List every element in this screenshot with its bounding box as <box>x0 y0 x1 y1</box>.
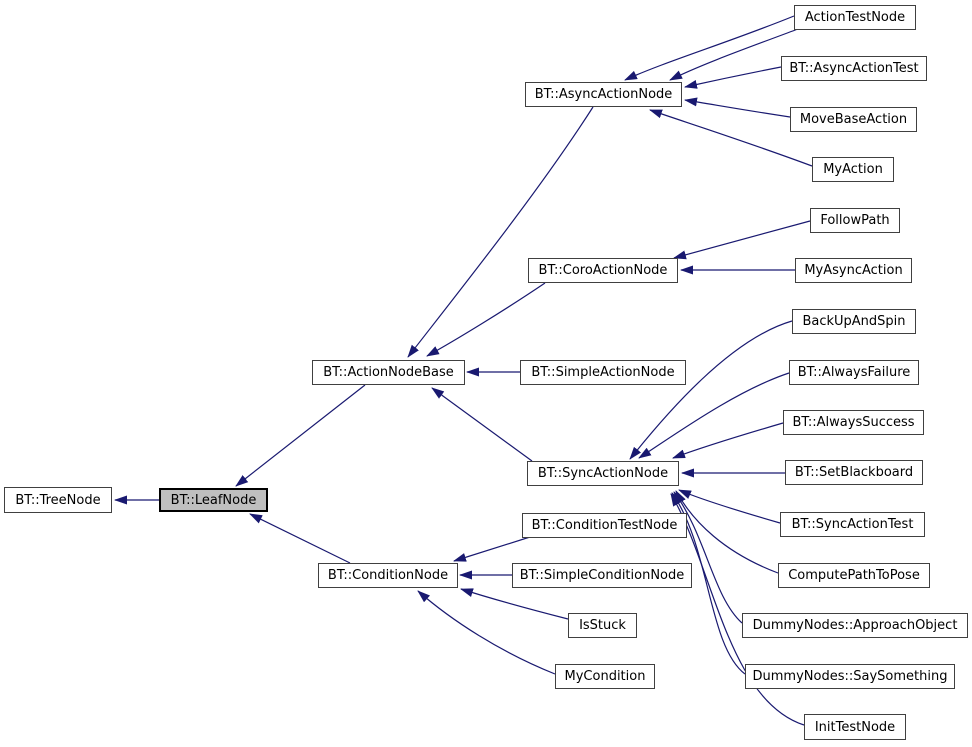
class-node-dummynodes-approachobject[interactable]: DummyNodes::ApproachObject <box>742 613 968 638</box>
class-node-bt-actionnodebase[interactable]: BT::ActionNodeBase <box>312 360 465 385</box>
class-node-computepathtopose[interactable]: ComputePathToPose <box>778 563 930 588</box>
class-node-mycondition[interactable]: MyCondition <box>555 664 655 689</box>
inheritance-edge-dummynodes-approachobject-to-bt-syncactionnode <box>674 492 742 623</box>
class-node-inittestnode[interactable]: InitTestNode <box>804 714 906 740</box>
class-node-bt-asyncactiontest[interactable]: BT::AsyncActionTest <box>781 56 927 81</box>
inheritance-edge-myaction-to-bt-asyncactionnode <box>650 110 812 166</box>
class-node-followpath[interactable]: FollowPath <box>810 208 900 233</box>
inheritance-edge-mycondition-to-bt-conditionnode <box>418 591 555 674</box>
class-node-dummynodes-saysomething[interactable]: DummyNodes::SaySomething <box>745 664 955 689</box>
class-node-bt-treenode[interactable]: BT::TreeNode <box>4 487 112 513</box>
inheritance-edge-bt-conditionnode-to-bt-leafnode <box>250 514 350 563</box>
class-node-bt-asyncactionnode[interactable]: BT::AsyncActionNode <box>525 82 682 107</box>
class-node-myaction[interactable]: MyAction <box>812 157 894 182</box>
inheritance-edge-bt-coroactionnode-to-bt-actionnodebase <box>427 283 545 356</box>
inheritance-edge-bt-asyncactionnode-to-bt-actionnodebase <box>408 107 593 357</box>
class-node-bt-syncactiontest[interactable]: BT::SyncActionTest <box>780 512 925 537</box>
class-node-bt-leafnode: BT::LeafNode <box>159 488 268 512</box>
class-node-bt-conditionnode[interactable]: BT::ConditionNode <box>318 563 458 588</box>
inheritance-edge-actiontestnode-to-bt-asyncactionnode <box>625 16 794 80</box>
class-node-bt-simpleconditionnode[interactable]: BT::SimpleConditionNode <box>512 563 692 588</box>
class-node-myasyncaction[interactable]: MyAsyncAction <box>795 258 912 283</box>
class-node-bt-simpleactionnode[interactable]: BT::SimpleActionNode <box>520 360 686 385</box>
class-node-bt-syncactionnode[interactable]: BT::SyncActionNode <box>527 461 679 486</box>
inheritance-edge-bt-actionnodebase-to-bt-leafnode <box>236 385 365 486</box>
class-node-backupandspin[interactable]: BackUpAndSpin <box>792 309 916 334</box>
inheritance-edge-bt-alwayssuccess-to-bt-syncactionnode <box>673 423 783 458</box>
class-node-actiontestnode[interactable]: ActionTestNode <box>794 5 916 30</box>
class-node-movebaseaction[interactable]: MoveBaseAction <box>790 107 917 132</box>
class-node-bt-alwayssuccess[interactable]: BT::AlwaysSuccess <box>783 410 924 435</box>
class-node-bt-alwaysfailure[interactable]: BT::AlwaysFailure <box>789 360 919 385</box>
inheritance-edge-bt-alwaysfailure-to-bt-syncactionnode <box>639 373 789 458</box>
inheritance-edge-isstuck-to-bt-conditionnode <box>461 589 568 619</box>
class-node-bt-setblackboard[interactable]: BT::SetBlackboard <box>785 460 923 485</box>
inheritance-edge-bt-asyncactiontest-to-bt-asyncactionnode <box>685 67 781 87</box>
inheritance-edge-followpath-to-bt-coroactionnode <box>674 221 810 258</box>
class-node-bt-conditiontestnode[interactable]: BT::ConditionTestNode <box>522 513 687 538</box>
inheritance-edge-movebaseaction-to-bt-asyncactionnode <box>685 100 790 117</box>
class-node-bt-coroactionnode[interactable]: BT::CoroActionNode <box>528 258 678 283</box>
class-node-isstuck[interactable]: IsStuck <box>568 613 637 638</box>
inheritance-edge-bt-syncactionnode-to-bt-actionnodebase <box>432 388 532 461</box>
inheritance-edge-backupandspin-to-bt-syncactionnode <box>630 321 792 459</box>
inheritance-edge-bt-conditiontestnode-to-bt-conditionnode <box>454 537 530 561</box>
